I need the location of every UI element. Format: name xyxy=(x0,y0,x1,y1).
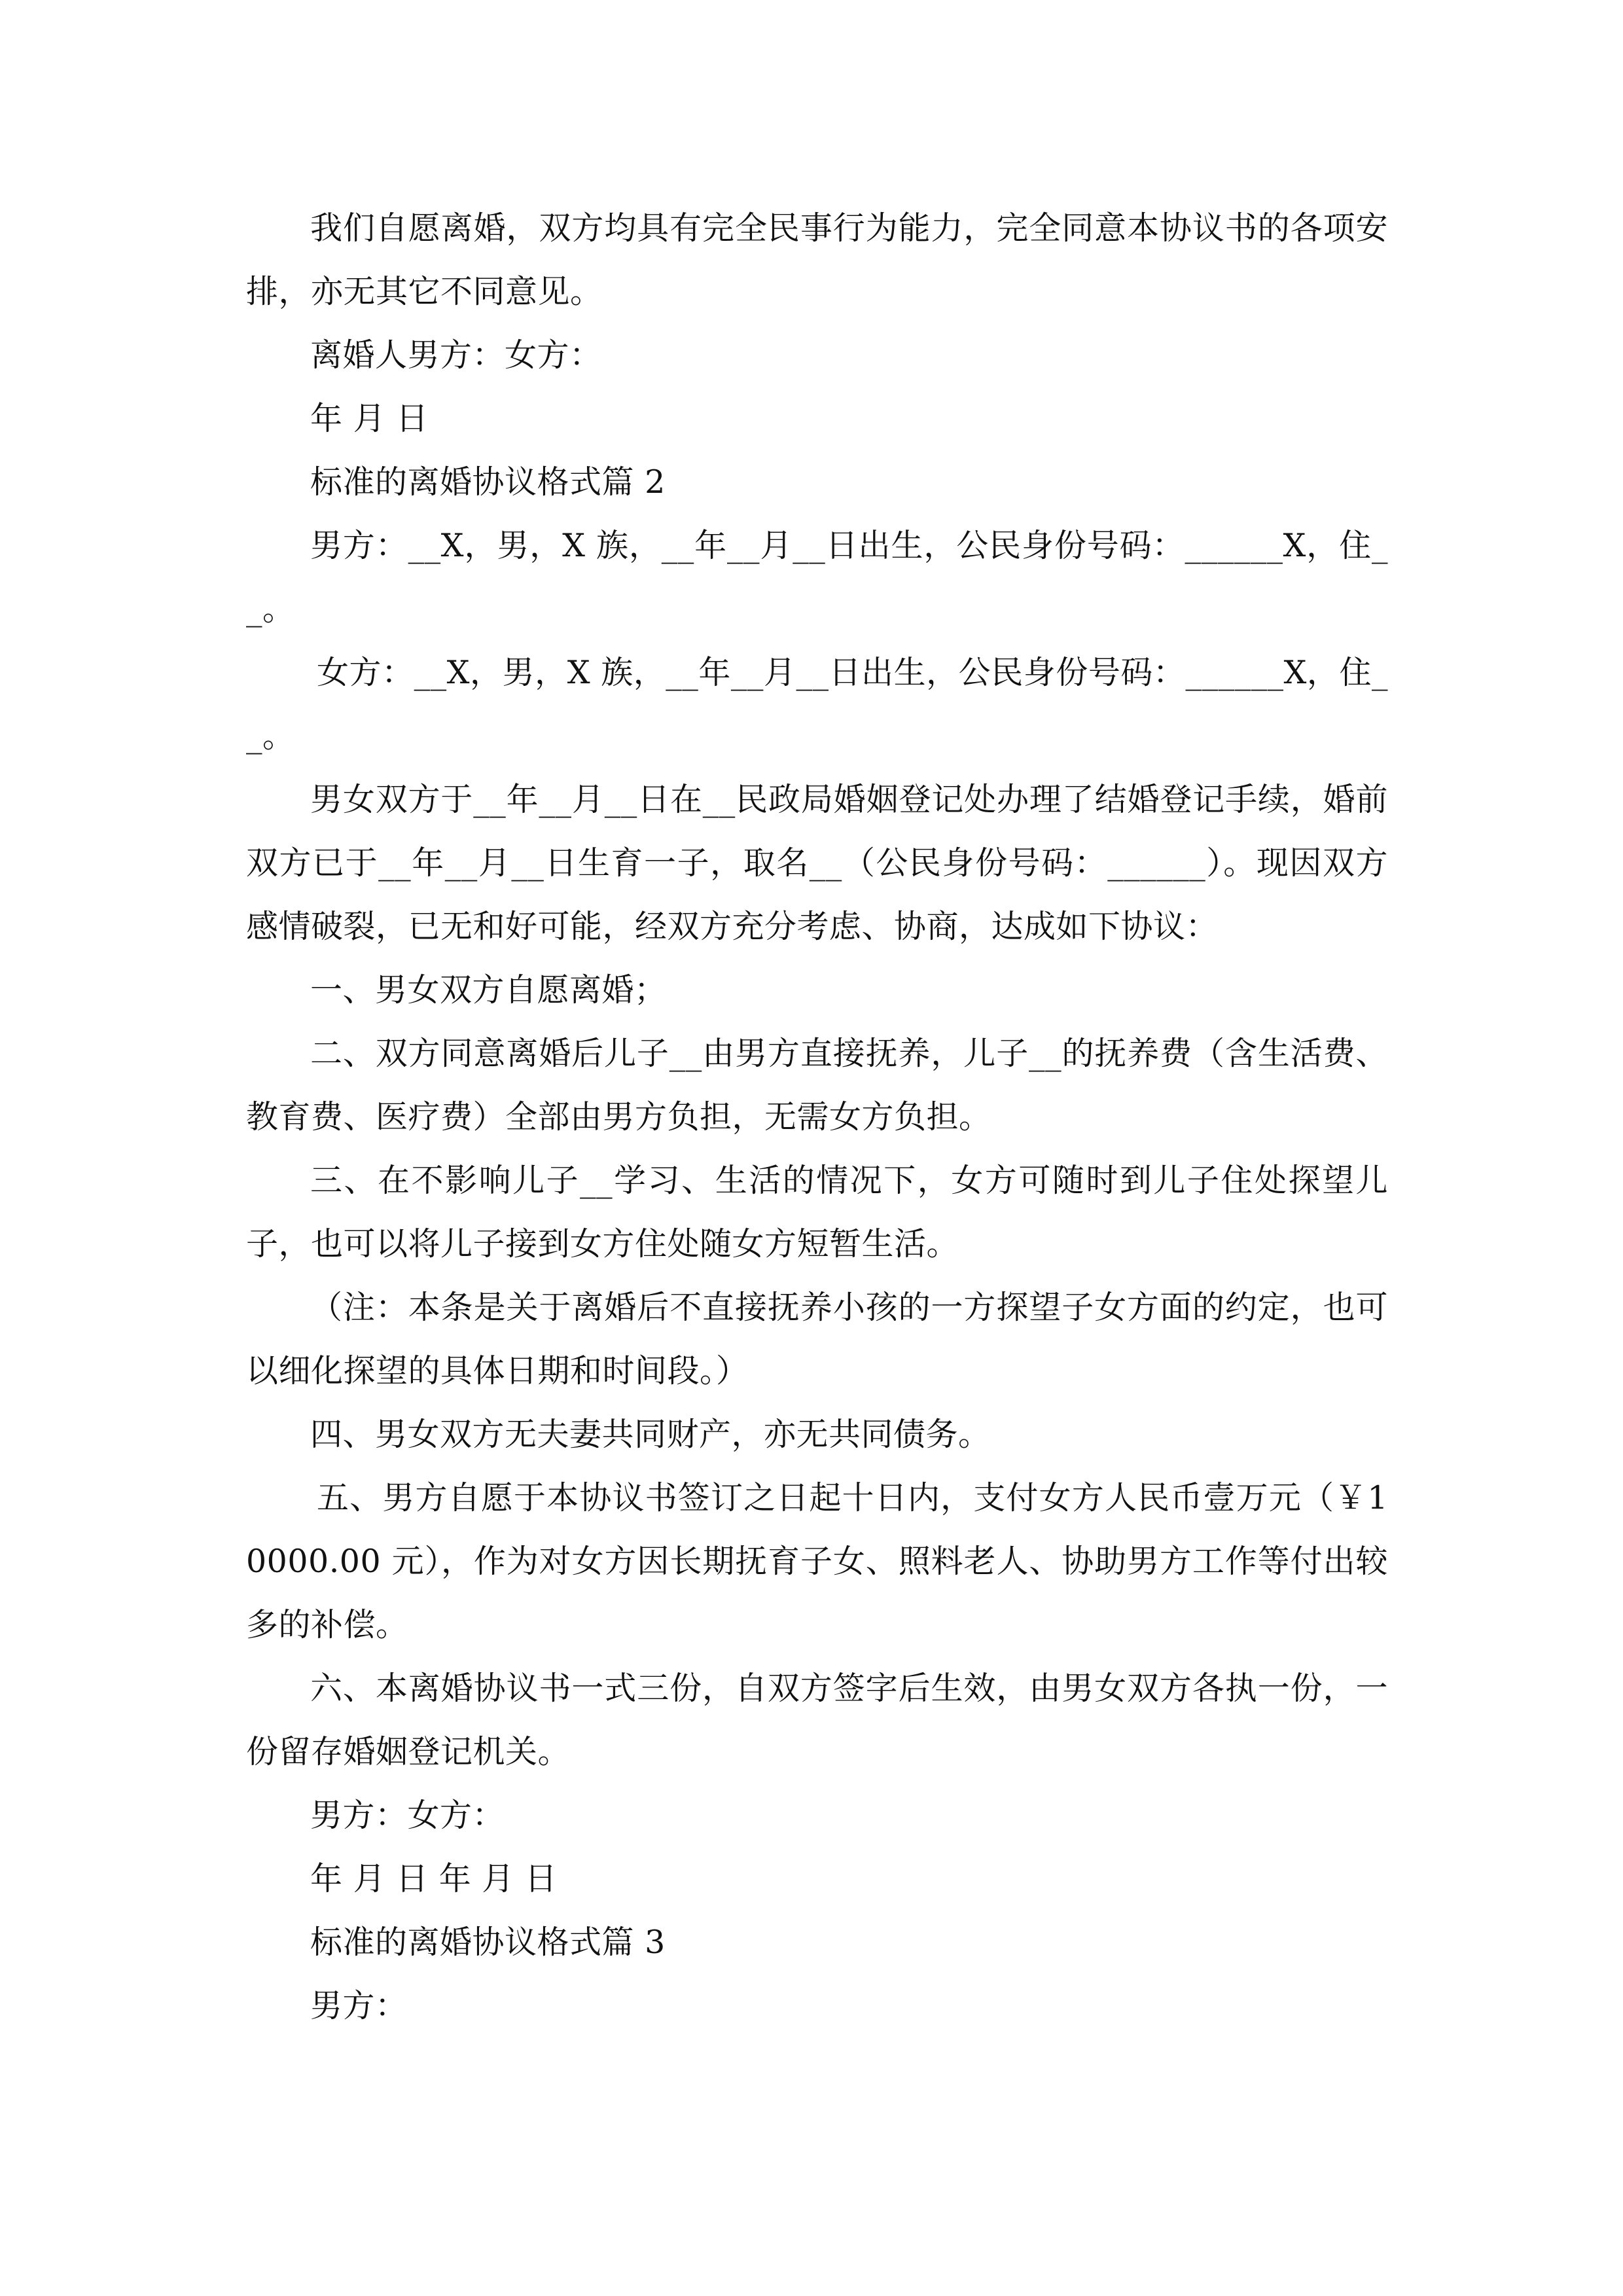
paragraph-female-party-info: 女方：__X，男，X 族，__年__月__日出生，公民身份号码：______X，住__。 xyxy=(246,654,1388,755)
paragraph-agreement-consent: 我们自愿离婚，双方均具有完全民事行为能力，完全同意本协议书的各项安排，亦无其它不同意见。 xyxy=(246,209,1388,310)
paragraph-marriage-background: 男女双方于__年__月__日在__民政局婚姻登记处办理了结婚登记手续，婚前双方已于__年__月__日生育一子，取名__（公民身份号码：______）。现因双方感情破裂，已无和好可能，经双方充分考虑、协商，达成如下协议： xyxy=(246,781,1388,945)
date-line-2: 年 月 日 年 月 日 xyxy=(310,1860,558,1897)
clause-5: 五、男方自愿于本协议书签订之日起十日内，支付女方人民币壹万元（￥10000.00 元），作为对女方因长期抚育子女、照料老人、协助男方工作等付出较多的补偿。 xyxy=(246,1479,1388,1643)
clause-3-note: （注：本条是关于离婚后不直接抚养小孩的一方探望子女方面的约定，也可以细化探望的具体日期和时间段。） xyxy=(246,1289,1388,1390)
signature-line-2: 男方：女方： xyxy=(310,1797,505,1834)
date-line: 年 月 日 xyxy=(310,400,429,437)
section-heading-3: 标准的离婚协议格式篇 3 xyxy=(310,1924,666,1961)
clause-2: 二、双方同意离婚后儿子__由男方直接抚养，儿子__的抚养费（含生活费、教育费、医疗费）全部由男方负担，无需女方负担。 xyxy=(246,1035,1388,1136)
clause-3: 三、在不影响儿子__学习、生活的情况下，女方可随时到儿子住处探望儿子，也可以将儿子接到女方住处随女方短暂生活。 xyxy=(246,1162,1388,1263)
document-body xyxy=(246,196,1388,2037)
male-party-label: 男方： xyxy=(310,1987,408,2024)
paragraph-male-party-info: 男方：__X，男，X 族，__年__月__日出生，公民身份号码：______X，住__。 xyxy=(246,527,1388,628)
clause-1: 一、男女双方自愿离婚； xyxy=(310,971,667,1009)
signature-line-parties: 离婚人男方：女方： xyxy=(310,336,602,374)
section-heading-2: 标准的离婚协议格式篇 2 xyxy=(310,463,666,501)
clause-6: 六、本离婚协议书一式三份，自双方签字后生效，由男女双方各执一份，一份留存婚姻登记机关。 xyxy=(246,1670,1388,1770)
clause-4: 四、男女双方无夫妻共同财产，亦无共同债务。 xyxy=(310,1416,991,1453)
